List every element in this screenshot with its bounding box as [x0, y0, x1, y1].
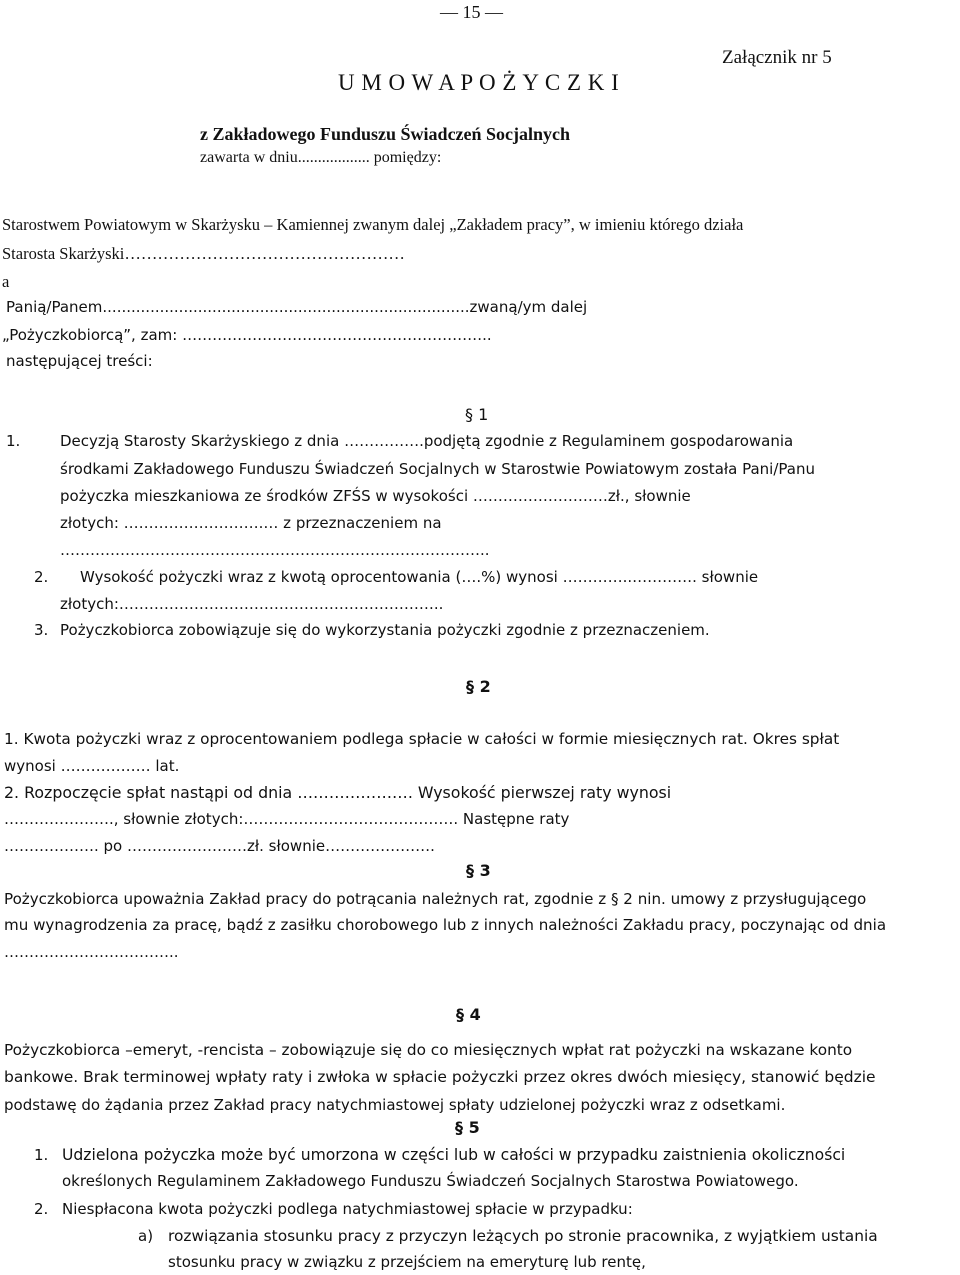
- s1-item-2-line-1: Wysokość pożyczki wraz z kwotą oprocentowania (….%) wynosi …………..…………. słownie: [80, 568, 759, 586]
- s2-line-2: wynosi ……………… lat.: [4, 757, 180, 775]
- s5-item-2a-line-1: rozwiązania stosunku pracy z przyczyn leżących po stronie pracownika, z wyjątkiem ustania: [168, 1227, 878, 1245]
- page-number: — 15 —: [440, 2, 503, 22]
- section-3-heading: § 3: [466, 861, 491, 880]
- s2-line-1: 1. Kwota pożyczki wraz z oprocentowaniem podlega spłacie w całości w formie miesięcznych rat. Okres spłat: [4, 730, 840, 748]
- s1-item-3-number: 3.: [34, 621, 49, 639]
- parties-line-2: Starosta Skarżyski……………………………………………: [2, 244, 405, 263]
- s5-item-2a-letter: a): [138, 1227, 154, 1245]
- s3-line-1: Pożyczkobiorca upoważnia Zakład pracy do potrącania należnych rat, zgodnie z § 2 nin. umowy z przysługującego: [4, 890, 867, 908]
- parties-line-1: Starostwem Powiatowym w Skarżysku – Kamiennej zwanym dalej „Zakładem pracy”, w imieniu którego działa: [2, 215, 744, 234]
- parties-line-3: a: [2, 272, 10, 291]
- annex-label: Załącznik nr 5: [722, 47, 832, 68]
- s2-line-4: …………………., słownie złotych:……………………………………. Następne raty: [4, 810, 570, 828]
- s5-item-1-number: 1.: [34, 1146, 49, 1164]
- s1-item-3-line-1: Pożyczkobiorca zobowiązuje się do wykorzystania pożyczki zgodnie z przeznaczeniem.: [60, 621, 710, 639]
- s1-item-2-number: 2.: [34, 568, 49, 586]
- s1-item-1-line-2: środkami Zakładowego Funduszu Świadczeń Socjalnych w Starostwie Powiatowym została Pani/Panu: [60, 460, 815, 478]
- s1-item-1-line-1: Decyzją Starosty Skarżyskiego z dnia …………….podjętą zgodnie z Regulaminem gospodarowania: [60, 432, 794, 450]
- section-4-heading: § 4: [456, 1005, 481, 1024]
- s1-item-1-number: 1.: [6, 432, 21, 450]
- s1-item-1-line-4: złotych: ……………………….… z przeznaczeniem na: [60, 514, 442, 532]
- s2-line-5: ………………. po ……………………zł. słownie………………….: [4, 837, 435, 855]
- s1-item-2-line-2: złotych:………………………………………………………..: [60, 595, 444, 613]
- document-title: U M O W A P O Ż Y C Z K I: [338, 70, 620, 95]
- parties-line-5: „Pożyczkobiorcą”, zam: ……………………………………………………..: [2, 326, 492, 344]
- parties-line-6: następującej treści:: [6, 352, 153, 370]
- s3-line-2: mu wynagrodzenia za pracę, bądź z zasiłku chorobowego lub z innych należności Zakładu pracy, poczynając od dnia: [4, 916, 887, 934]
- s4-line-3: podstawę do żądania przez Zakład pracy natychmiastowej spłaty udzielonej pożyczki wraz z odsetkami.: [4, 1096, 786, 1114]
- concluded-line: zawarta w dniu.................. pomiędzy:: [200, 149, 442, 166]
- s5-item-1-line-2: określonych Regulaminem Zakładowego Funduszu Świadczeń Socjalnych Starostwa Powiatowego.: [62, 1172, 799, 1190]
- section-5-heading: § 5: [455, 1118, 480, 1137]
- s4-line-1: Pożyczkobiorca –emeryt, -rencista – zobowiązuje się do co miesięcznych wpłat rat pożyczki na wskazane konto: [4, 1041, 853, 1059]
- s5-item-1-line-1: Udzielona pożyczka może być umorzona w części lub w całości w przypadku zaistnienia okoliczności: [62, 1146, 846, 1164]
- section-1-heading: § 1: [465, 405, 489, 424]
- s3-line-3: ……………………………..: [4, 943, 179, 961]
- s4-line-2: bankowe. Brak terminowej wpłaty raty i zwłoka w spłacie pożyczki przez okres dwóch miesięcy, stanowić będzie: [4, 1068, 876, 1086]
- s5-item-2-line-1: Niespłacona kwota pożyczki podlega natychmiastowej spłacie w przypadku:: [62, 1200, 633, 1218]
- s5-item-2a-line-2: stosunku pracy w związku z przejściem na emeryturę lub rentę,: [168, 1253, 646, 1271]
- section-2-heading: § 2: [466, 677, 491, 696]
- s2-line-3: 2. Rozpoczęcie spłat nastąpi od dnia …………………. Wysokość pierwszej raty wynosi: [4, 783, 672, 802]
- document-subtitle: z Zakładowego Funduszu Świadczeń Socjalnych: [200, 124, 571, 144]
- parties-line-4: Panią/Panem.............................................................................zwaną/ym dalej: [6, 298, 588, 316]
- s1-item-1-line-5: …………………………………………………………………………..: [60, 541, 490, 559]
- s5-item-2-number: 2.: [34, 1200, 49, 1218]
- s1-item-1-line-3: pożyczka mieszkaniowa ze środków ZFŚS w wysokości ………………………zł., słownie: [60, 487, 691, 505]
